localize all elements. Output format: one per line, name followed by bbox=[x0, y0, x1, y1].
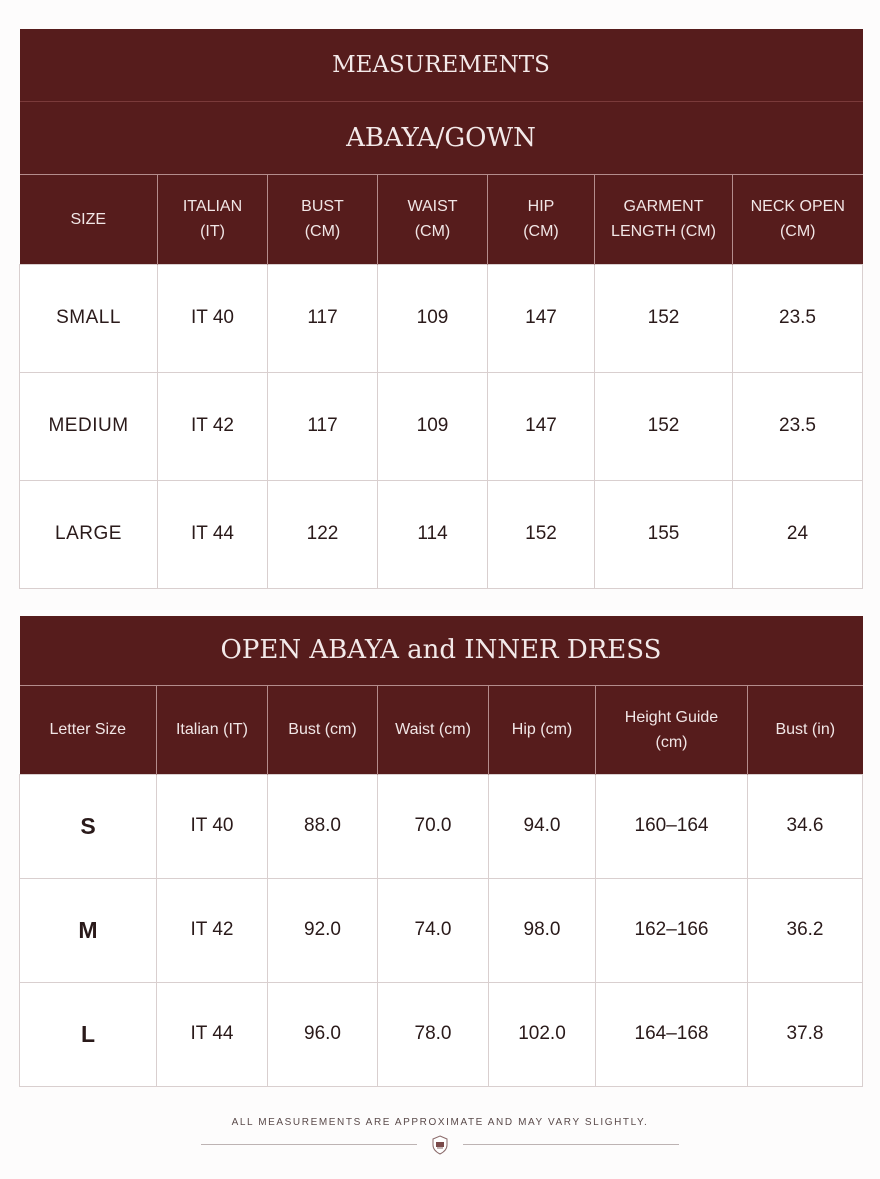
header-waist: WAIST (CM) bbox=[378, 174, 488, 264]
cell-neck-open: 23.5 bbox=[733, 264, 863, 372]
header-neck-open: NECK OPEN (CM) bbox=[733, 174, 863, 264]
cell-hip-cm: 98.0 bbox=[489, 878, 596, 982]
footer-divider-right bbox=[463, 1144, 679, 1145]
abaya-gown-title-row bbox=[20, 101, 863, 174]
header-hip: HIP (CM) bbox=[488, 174, 595, 264]
cell-size: LARGE bbox=[20, 480, 158, 588]
table-row bbox=[20, 480, 863, 588]
cell-hip: 147 bbox=[488, 372, 595, 480]
table-row bbox=[20, 264, 863, 372]
cell-italian: IT 44 bbox=[157, 982, 268, 1086]
cell-letter-size: L bbox=[20, 982, 157, 1086]
cell-bust-in: 37.8 bbox=[748, 982, 863, 1086]
open-abaya-inner-dress-size-table bbox=[19, 616, 863, 1087]
cell-hip-cm: 102.0 bbox=[489, 982, 596, 1086]
header-bust: BUST (CM) bbox=[268, 174, 378, 264]
header-italian: ITALIAN (IT) bbox=[158, 174, 268, 264]
table-row bbox=[20, 878, 863, 982]
table-row bbox=[20, 372, 863, 480]
cell-garment-length: 155 bbox=[595, 480, 733, 588]
cell-bust: 117 bbox=[268, 372, 378, 480]
cell-garment-length: 152 bbox=[595, 264, 733, 372]
header-letter-size: Letter Size bbox=[20, 685, 157, 774]
cell-bust: 117 bbox=[268, 264, 378, 372]
header-waist-cm: Waist (cm) bbox=[378, 685, 489, 774]
table-row bbox=[20, 774, 863, 878]
cell-waist: 114 bbox=[378, 480, 488, 588]
cell-italian: IT 42 bbox=[158, 372, 268, 480]
open-abaya-title-row bbox=[20, 616, 863, 685]
crest-icon bbox=[430, 1135, 450, 1155]
cell-bust-cm: 88.0 bbox=[268, 774, 378, 878]
footer-disclaimer: ALL MEASUREMENTS ARE APPROXIMATE AND MAY VARY SLIGHTLY. bbox=[231, 1117, 649, 1128]
header-garment-length: GARMENT LENGTH (CM) bbox=[595, 174, 733, 264]
cell-waist: 109 bbox=[378, 264, 488, 372]
cell-hip: 152 bbox=[488, 480, 595, 588]
header-bust-in: Bust (in) bbox=[748, 685, 863, 774]
header-height-guide: Height Guide (cm) bbox=[596, 685, 748, 774]
cell-garment-length: 152 bbox=[595, 372, 733, 480]
abaya-gown-title: ABAYA/GOWN bbox=[20, 101, 863, 174]
abaya-header-row bbox=[20, 174, 863, 264]
cell-neck-open: 24 bbox=[733, 480, 863, 588]
cell-waist-cm: 70.0 bbox=[378, 774, 489, 878]
cell-hip-cm: 94.0 bbox=[489, 774, 596, 878]
cell-height-guide: 160–164 bbox=[596, 774, 748, 878]
cell-hip: 147 bbox=[488, 264, 595, 372]
open-abaya-title: OPEN ABAYA and INNER DRESS bbox=[20, 616, 863, 685]
cell-italian: IT 40 bbox=[157, 774, 268, 878]
cell-waist-cm: 78.0 bbox=[378, 982, 489, 1086]
cell-italian: IT 40 bbox=[158, 264, 268, 372]
cell-bust: 122 bbox=[268, 480, 378, 588]
header-size: SIZE bbox=[20, 174, 158, 264]
cell-neck-open: 23.5 bbox=[733, 372, 863, 480]
cell-bust-cm: 92.0 bbox=[268, 878, 378, 982]
cell-bust-in: 36.2 bbox=[748, 878, 863, 982]
cell-letter-size: M bbox=[20, 878, 157, 982]
measurements-title-row bbox=[20, 29, 863, 101]
measurements-title: MEASUREMENTS bbox=[20, 29, 863, 101]
table-row bbox=[20, 982, 863, 1086]
cell-height-guide: 162–166 bbox=[596, 878, 748, 982]
cell-waist: 109 bbox=[378, 372, 488, 480]
abaya-gown-size-table bbox=[19, 29, 863, 589]
header-hip-cm: Hip (cm) bbox=[489, 685, 596, 774]
cell-letter-size: S bbox=[20, 774, 157, 878]
cell-height-guide: 164–168 bbox=[596, 982, 748, 1086]
header-bust-cm: Bust (cm) bbox=[268, 685, 378, 774]
cell-italian: IT 42 bbox=[157, 878, 268, 982]
cell-bust-cm: 96.0 bbox=[268, 982, 378, 1086]
open-abaya-header-row bbox=[20, 685, 863, 774]
cell-italian: IT 44 bbox=[158, 480, 268, 588]
cell-waist-cm: 74.0 bbox=[378, 878, 489, 982]
cell-size: SMALL bbox=[20, 264, 158, 372]
footer-divider-left bbox=[201, 1144, 417, 1145]
cell-size: MEDIUM bbox=[20, 372, 158, 480]
header-italian: Italian (IT) bbox=[157, 685, 268, 774]
cell-bust-in: 34.6 bbox=[748, 774, 863, 878]
